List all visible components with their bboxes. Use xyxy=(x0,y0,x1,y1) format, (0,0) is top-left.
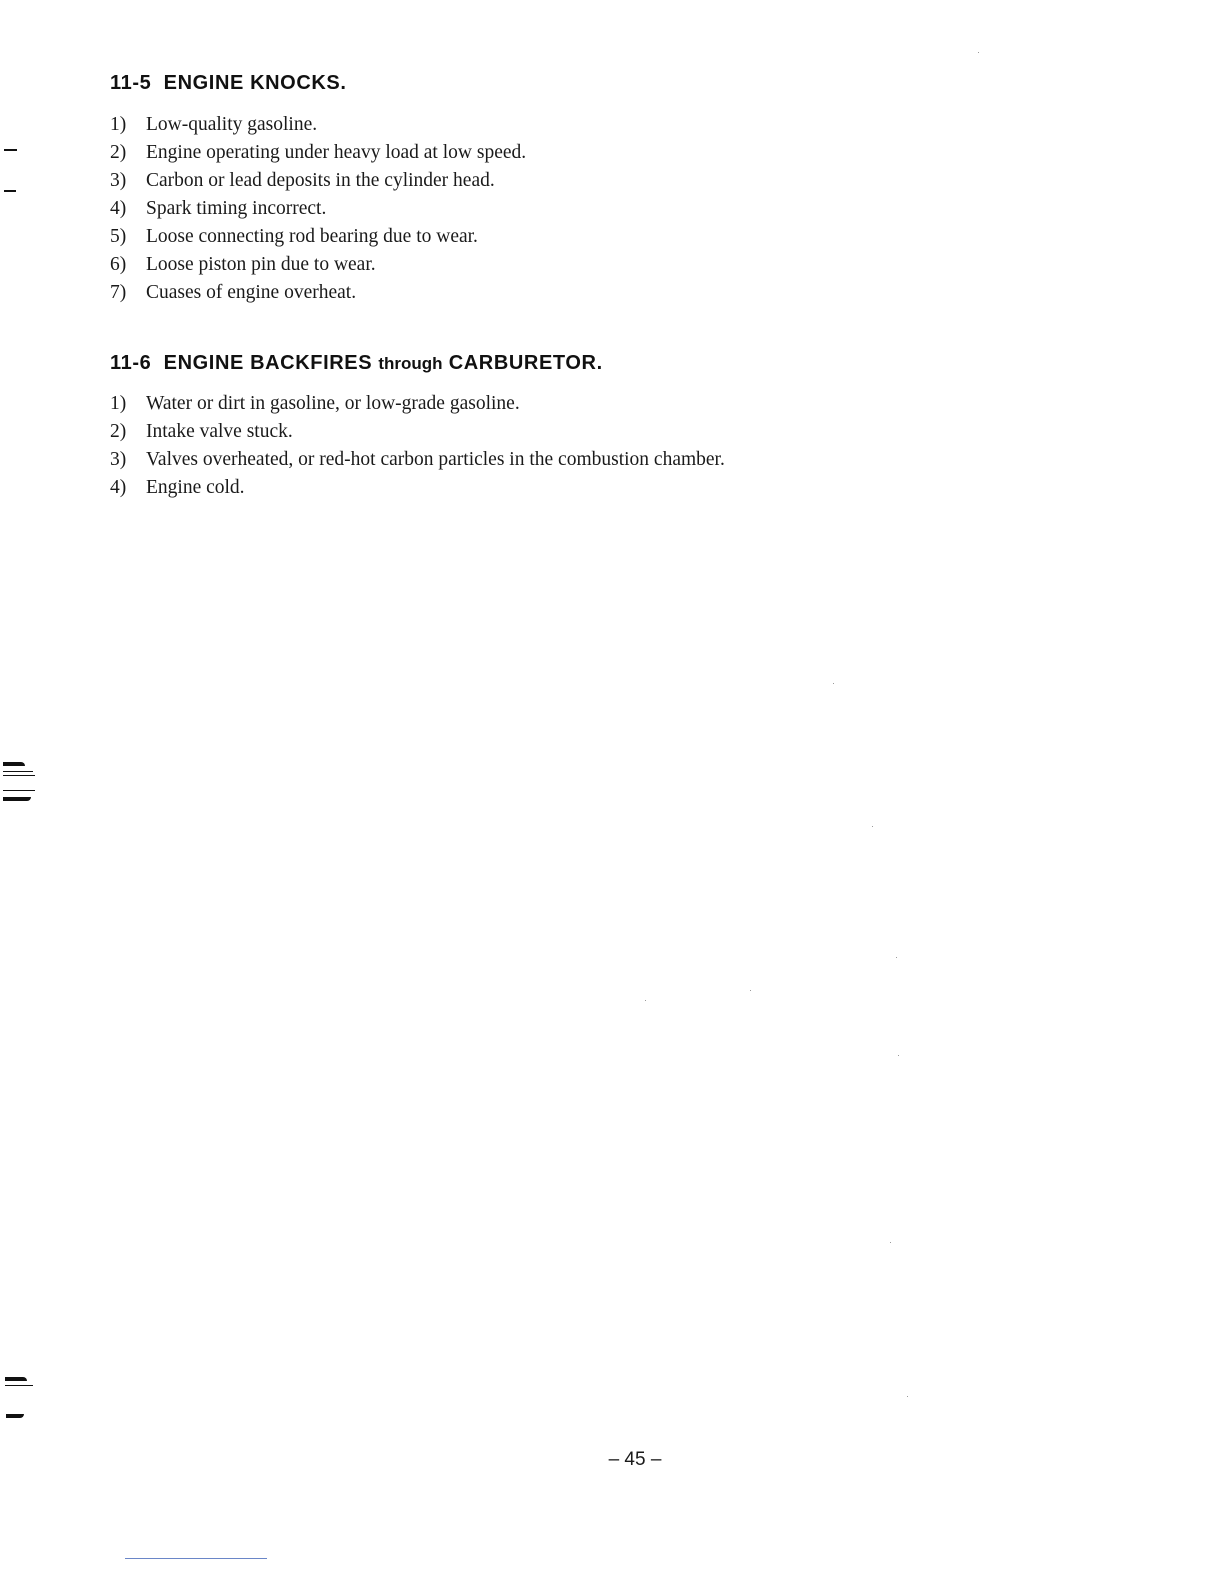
section-heading-engine-backfires xyxy=(110,351,603,376)
binder-mark xyxy=(3,775,35,776)
section-title-part1: ENGINE BACKFIRES xyxy=(163,352,373,374)
item-number: 6) xyxy=(110,254,127,275)
list-item xyxy=(110,251,526,279)
item-text: Intake valve stuck. xyxy=(146,421,293,442)
item-text: Cuases of engine overheat. xyxy=(146,282,357,303)
scan-speck xyxy=(890,1242,891,1243)
list-item xyxy=(110,474,725,502)
section-heading-engine-knocks xyxy=(110,71,347,95)
item-text: Spark timing incorrect. xyxy=(146,198,327,219)
item-text: Carbon or lead deposits in the cylinder head. xyxy=(146,170,495,191)
scan-speck xyxy=(872,826,873,827)
scan-speck xyxy=(907,1396,908,1397)
list-item xyxy=(110,418,725,446)
section-number: 11-6 xyxy=(110,352,152,374)
binder-mark xyxy=(3,771,33,772)
list-item xyxy=(110,223,526,251)
list-item xyxy=(110,139,526,167)
engine-backfires-cause-list xyxy=(110,390,725,502)
item-number: 1) xyxy=(110,114,127,135)
scan-speck xyxy=(978,52,979,53)
list-item xyxy=(110,167,526,195)
section-title-part3: CARBURETOR. xyxy=(448,352,603,374)
bottom-rule xyxy=(125,1558,267,1559)
scan-speck xyxy=(898,1055,899,1056)
section-title-part2: through xyxy=(378,354,443,373)
item-text: Engine operating under heavy load at low speed. xyxy=(146,142,527,163)
scan-speck xyxy=(896,957,897,958)
item-number: 5) xyxy=(110,226,127,247)
binder-mark xyxy=(3,797,31,801)
binder-mark xyxy=(4,190,16,192)
item-number: 7) xyxy=(110,282,127,303)
item-text: Loose piston pin due to wear. xyxy=(146,254,376,275)
list-item xyxy=(110,279,526,307)
item-number: 2) xyxy=(110,421,127,442)
item-text: Valves overheated, or red-hot carbon particles in the combustion chamber. xyxy=(146,449,725,470)
item-text: Engine cold. xyxy=(146,477,245,498)
item-text: Low-quality gasoline. xyxy=(146,114,318,135)
binder-mark xyxy=(5,1377,27,1381)
item-number: 3) xyxy=(110,449,127,470)
list-item xyxy=(110,390,725,418)
scan-speck xyxy=(750,990,751,991)
list-item xyxy=(110,111,526,139)
section-title: ENGINE KNOCKS. xyxy=(163,72,347,94)
binder-mark xyxy=(3,790,35,791)
list-item xyxy=(110,195,526,223)
item-number: 2) xyxy=(110,142,127,163)
scan-speck xyxy=(645,1000,646,1001)
binder-mark xyxy=(4,149,17,151)
scan-speck xyxy=(833,683,834,684)
item-text: Water or dirt in gasoline, or low-grade gasoline. xyxy=(146,393,520,414)
page-number: – 45 – xyxy=(608,1449,662,1470)
binder-mark xyxy=(5,1385,33,1386)
item-number: 3) xyxy=(110,170,127,191)
item-number: 4) xyxy=(110,198,127,219)
item-number: 1) xyxy=(110,393,127,414)
engine-knocks-cause-list xyxy=(110,111,526,307)
binder-mark xyxy=(6,1414,24,1418)
item-text: Loose connecting rod bearing due to wear. xyxy=(146,226,478,247)
list-item xyxy=(110,446,725,474)
binder-mark xyxy=(3,762,25,766)
item-number: 4) xyxy=(110,477,127,498)
section-number: 11-5 xyxy=(110,72,152,94)
